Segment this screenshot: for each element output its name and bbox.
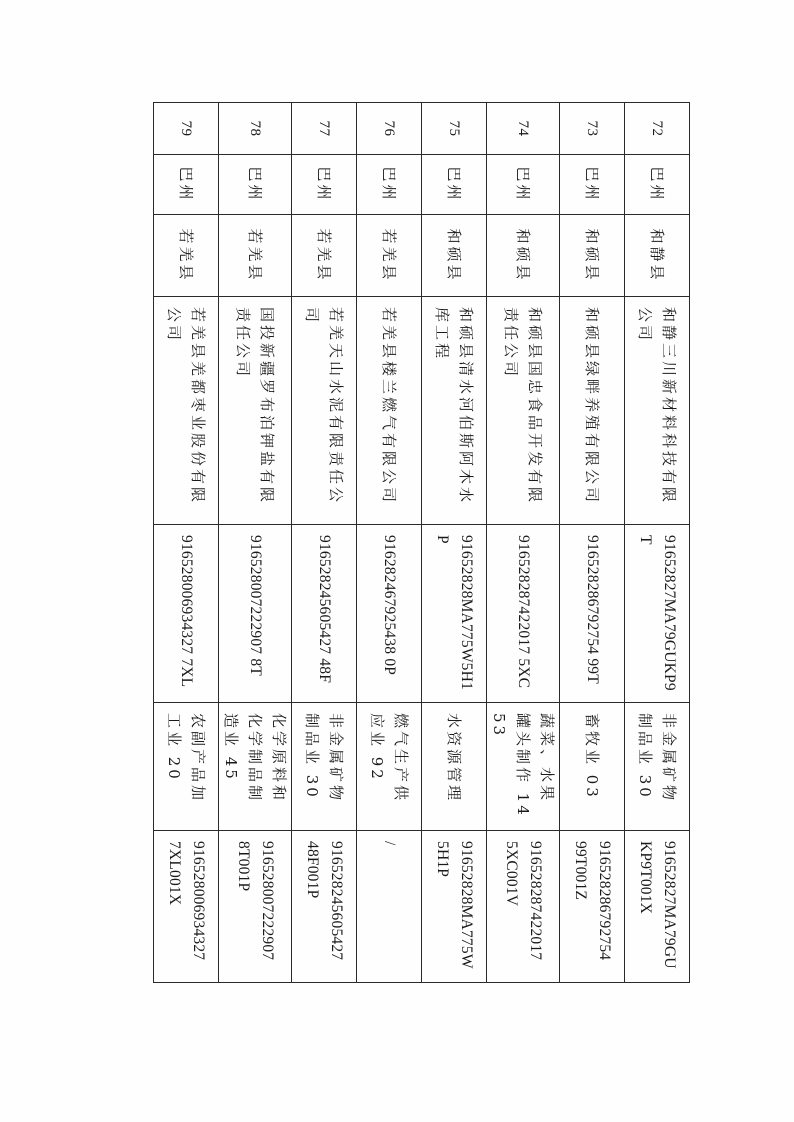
county-cell: 若羌县 (154, 215, 219, 297)
prefecture-cell: 巴州 (422, 155, 487, 215)
company-name-cell: 若羌县羌都枣业股份有限公司 (154, 297, 219, 525)
industry-cell: 畜牧业 03 (560, 703, 625, 831)
prefecture-cell: 巴州 (625, 155, 690, 215)
row-number: 75 (422, 103, 487, 155)
industry-cell: 化学原料和化学制品制造业 45 (219, 703, 292, 831)
row-number: 74 (487, 103, 560, 155)
table-row (422, 103, 487, 983)
table-row (487, 103, 560, 983)
table-row (154, 103, 219, 983)
credit-code-cell: 916528245605427 48F (292, 525, 357, 703)
prefecture-cell: 巴州 (357, 155, 422, 215)
license-number-cell: 916528286792754 99T001Z (560, 831, 625, 983)
credit-code-cell: 9165282​7MA79GUKP9T (625, 525, 690, 703)
table-row (219, 103, 292, 983)
credit-code-cell: 9165282​8MA775W5H1P (422, 525, 487, 703)
industry-cell: 蔬菜、水果罐头制作 1453 (487, 703, 560, 831)
prefecture-cell: 巴州 (219, 155, 292, 215)
credit-code-cell: 916528286792754 99T (560, 525, 625, 703)
row-number: 73 (560, 103, 625, 155)
license-number-cell: 916528006934327 7XL001X (154, 831, 219, 983)
row-number: 72 (625, 103, 690, 155)
county-cell: 和硕县 (422, 215, 487, 297)
industry-cell: 农副产品加工业 20 (154, 703, 219, 831)
rotated-table-container (165, 102, 690, 982)
company-name-cell: 和静三川新材料科技有限公司 (625, 297, 690, 525)
table-row (292, 103, 357, 983)
county-cell: 和静县 (625, 215, 690, 297)
table-row (560, 103, 625, 983)
company-name-cell: 若羌县楼兰燃气有限公司 (357, 297, 422, 525)
county-cell: 若羌县 (357, 215, 422, 297)
prefecture-cell: 巴州 (154, 155, 219, 215)
industry-cell: 燃气生产供应业 92 (357, 703, 422, 831)
license-number-cell: 9165282​7MA79GUKP9T001X (625, 831, 690, 983)
company-name-cell: 国投新疆罗布泊钾盐有限责任公司 (219, 297, 292, 525)
license-number-cell: 9165282​8MA775W5H1P (422, 831, 487, 983)
table-body (154, 103, 690, 983)
credit-code-cell: 916528287422017 5XC (487, 525, 560, 703)
prefecture-cell: 巴州 (560, 155, 625, 215)
table-row (625, 103, 690, 983)
enterprise-table (153, 102, 690, 983)
credit-code-cell: 916528007222907 8T (219, 525, 292, 703)
license-number-cell: / (357, 831, 422, 983)
county-cell: 和硕县 (487, 215, 560, 297)
industry-cell: 水资源管理 (422, 703, 487, 831)
prefecture-cell: 巴州 (487, 155, 560, 215)
license-number-cell: 916528245605427 48F001P (292, 831, 357, 983)
county-cell: 若羌县 (219, 215, 292, 297)
credit-code-cell: 916528006934327 7XL (154, 525, 219, 703)
row-number: 79 (154, 103, 219, 155)
company-name-cell: 和硕县绿畔养殖有限公司 (560, 297, 625, 525)
prefecture-cell: 巴州 (292, 155, 357, 215)
credit-code-cell: 916282467925438 0P (357, 525, 422, 703)
company-name-cell: 若羌天山水泥有限责任公司 (292, 297, 357, 525)
company-name-cell: 和硕县国忠食品开发有限责任公司 (487, 297, 560, 525)
county-cell: 若羌县 (292, 215, 357, 297)
row-number: 77 (292, 103, 357, 155)
row-number: 78 (219, 103, 292, 155)
county-cell: 和硕县 (560, 215, 625, 297)
license-number-cell: 916528287422017 5XC001V (487, 831, 560, 983)
row-number: 76 (357, 103, 422, 155)
industry-cell: 非金属矿物制品业 30 (292, 703, 357, 831)
company-name-cell: 和硕县清水河伯斯阿木水库工程 (422, 297, 487, 525)
industry-cell: 非金属矿物制品业 30 (625, 703, 690, 831)
license-number-cell: 916528007222907 8T001P (219, 831, 292, 983)
table-row (357, 103, 422, 983)
